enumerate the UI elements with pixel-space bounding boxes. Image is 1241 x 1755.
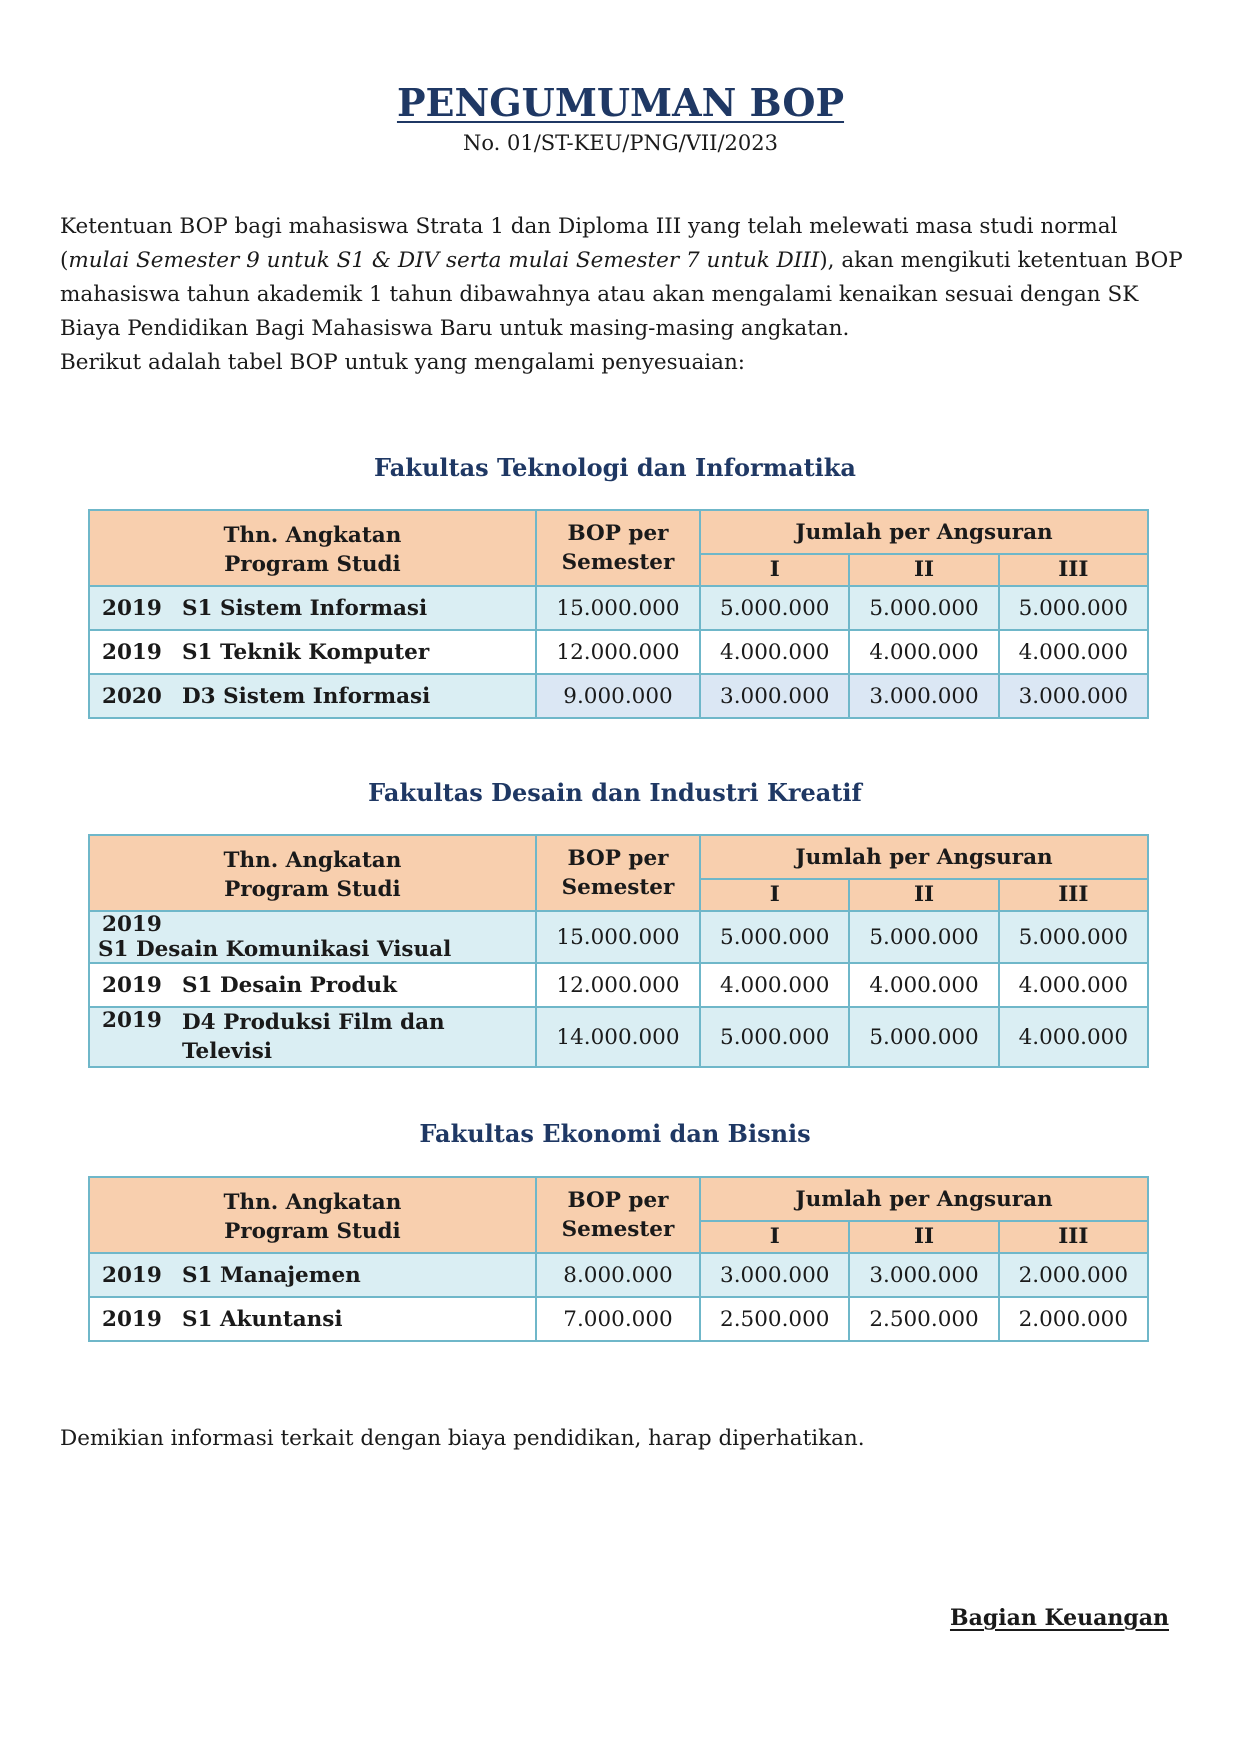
- inst-cell: 4.000.000: [999, 630, 1148, 674]
- faculty-title: Fakultas Ekonomi dan Bisnis: [419, 1119, 811, 1148]
- faculty-title: Fakultas Desain dan Industri Kreatif: [368, 778, 862, 807]
- header-bop: BOP per Semester: [536, 835, 700, 911]
- table-row: [89, 630, 1148, 674]
- bop-table-fti: [88, 509, 1149, 719]
- header-inst-1: I: [700, 1221, 849, 1253]
- intro-paragraph: [60, 210, 1190, 380]
- document-title: PENGUMUMAN BOP: [396, 80, 845, 125]
- header-bop: BOP per Semester: [536, 1177, 700, 1253]
- table-row: [89, 674, 1148, 718]
- faculty-title: Fakultas Teknologi dan Informatika: [374, 453, 856, 482]
- program-cell: 2020 D3 Sistem Informasi: [89, 674, 536, 718]
- table-row: [89, 911, 1148, 963]
- table-row: [89, 1007, 1148, 1067]
- inst-cell: 4.000.000: [700, 963, 849, 1007]
- inst-cell: 5.000.000: [849, 586, 998, 630]
- inst-cell: 4.000.000: [999, 963, 1148, 1007]
- bop-cell: 7.000.000: [536, 1297, 700, 1341]
- inst-cell: 4.000.000: [849, 630, 998, 674]
- inst-cell: 2.000.000: [999, 1253, 1148, 1297]
- program-cell: 2019 S1 Akuntansi: [89, 1297, 536, 1341]
- bop-cell: 12.000.000: [536, 630, 700, 674]
- inst-cell: 3.000.000: [700, 1253, 849, 1297]
- header-inst-3: III: [999, 879, 1148, 911]
- intro-text-1: Ketentuan BOP bagi mahasiswa Strata 1 dan Diploma III yang telah melewati masa studi normal (: [60, 214, 1118, 273]
- inst-cell: 3.000.000: [999, 674, 1148, 718]
- header-installments: Jumlah per Angsuran: [700, 1177, 1148, 1221]
- header-inst-3: III: [999, 1221, 1148, 1253]
- bop-cell: 8.000.000: [536, 1253, 700, 1297]
- intro-lead: Berikut adalah tabel BOP untuk yang mengalami penyesuaian:: [60, 350, 746, 375]
- header-inst-2: II: [849, 554, 998, 586]
- inst-cell: 4.000.000: [700, 630, 849, 674]
- inst-cell: 5.000.000: [849, 911, 998, 963]
- bop-cell: 14.000.000: [536, 1007, 700, 1067]
- table-row: [89, 586, 1148, 630]
- inst-cell: 2.500.000: [700, 1297, 849, 1341]
- inst-cell: 3.000.000: [849, 1253, 998, 1297]
- header-inst-1: I: [700, 554, 849, 586]
- inst-cell: 3.000.000: [849, 674, 998, 718]
- program-cell: 2019 D4 Produksi Film dan Televisi: [89, 1007, 536, 1067]
- bop-table-feb: [88, 1176, 1149, 1342]
- inst-cell: 4.000.000: [999, 1007, 1148, 1067]
- inst-cell: 5.000.000: [999, 586, 1148, 630]
- inst-cell: 5.000.000: [700, 586, 849, 630]
- program-cell: 2019 S1 Desain Produk: [89, 963, 536, 1007]
- header-bop: BOP per Semester: [536, 510, 700, 586]
- inst-cell: 5.000.000: [849, 1007, 998, 1067]
- header-inst-3: III: [999, 554, 1148, 586]
- table-row: [89, 1253, 1148, 1297]
- header-program: Thn. Angkatan Program Studi: [89, 510, 536, 586]
- inst-cell: 4.000.000: [849, 963, 998, 1007]
- header-inst-2: II: [849, 1221, 998, 1253]
- bop-cell: 15.000.000: [536, 586, 700, 630]
- header-program: Thn. Angkatan Program Studi: [89, 835, 536, 911]
- intro-text-2: ), akan mengikuti ketentuan BOP mahasiswa tahun akademik 1 tahun dibawahnya atau akan mengalami kenaikan sesuai dengan SK Biaya Pendidikan Bagi Mahasiswa Baru untuk masing-masing angkatan.: [60, 248, 1183, 341]
- inst-cell: 2.000.000: [999, 1297, 1148, 1341]
- program-cell: 2019 S1 Teknik Komputer: [89, 630, 536, 674]
- bop-cell: 9.000.000: [536, 674, 700, 718]
- table-row: [89, 963, 1148, 1007]
- program-cell: 2019 S1 Manajemen: [89, 1253, 536, 1297]
- inst-cell: 5.000.000: [700, 1007, 849, 1067]
- inst-cell: 3.000.000: [700, 674, 849, 718]
- document-number: No. 01/ST-KEU/PNG/VII/2023: [463, 131, 778, 155]
- header-installments: Jumlah per Angsuran: [700, 835, 1148, 879]
- header-inst-1: I: [700, 879, 849, 911]
- signature: Bagian Keuangan: [949, 1605, 1169, 1631]
- inst-cell: 5.000.000: [999, 911, 1148, 963]
- inst-cell: 2.500.000: [849, 1297, 998, 1341]
- header-program: Thn. Angkatan Program Studi: [89, 1177, 536, 1253]
- intro-italic: mulai Semester 9 untuk S1 & DIV serta mulai Semester 7 untuk DIII: [68, 248, 820, 273]
- program-cell: 2019S1 Desain Komunikasi Visual: [89, 911, 536, 963]
- header-inst-2: II: [849, 879, 998, 911]
- closing-text: Demikian informasi terkait dengan biaya pendidikan, harap diperhatikan.: [60, 1426, 865, 1451]
- header-installments: Jumlah per Angsuran: [700, 510, 1148, 554]
- inst-cell: 5.000.000: [700, 911, 849, 963]
- table-row: [89, 1297, 1148, 1341]
- program-cell: 2019 S1 Sistem Informasi: [89, 586, 536, 630]
- bop-cell: 12.000.000: [536, 963, 700, 1007]
- bop-cell: 15.000.000: [536, 911, 700, 963]
- bop-table-fdik: [88, 834, 1149, 1068]
